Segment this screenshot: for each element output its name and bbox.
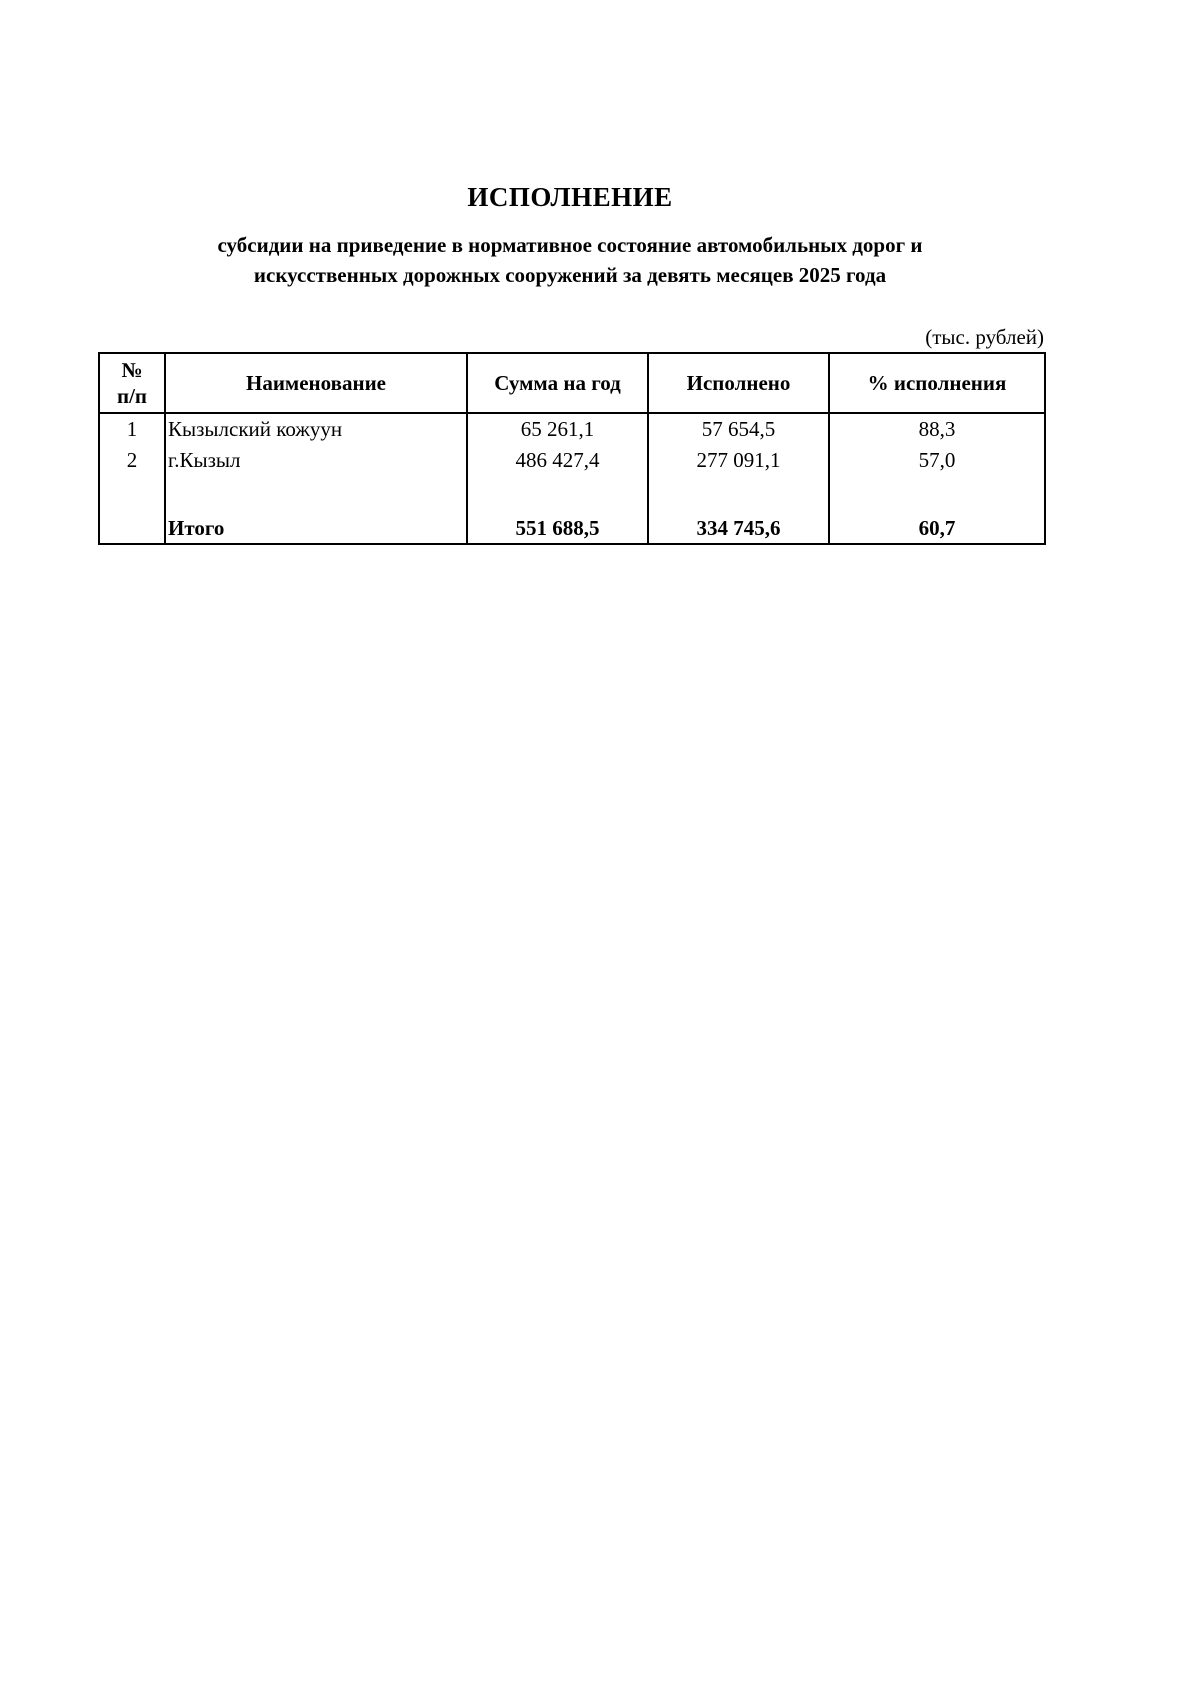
document-title: ИСПОЛНЕНИЕ — [467, 182, 673, 212]
header-executed: Исполнено — [648, 353, 829, 413]
table-header-row — [99, 353, 1045, 413]
subtitle-line-2: искусственных дорожных сооружений за девять месяцев 2025 года — [253, 263, 887, 287]
header-annual: Сумма на год — [467, 353, 648, 413]
row-num: 2 — [99, 445, 165, 476]
table-row — [99, 445, 1045, 476]
row-annual: 65 261,1 — [467, 413, 648, 445]
total-name: Итого — [165, 513, 467, 544]
row-annual: 486 427,4 — [467, 445, 648, 476]
header-num-line-2: п/п — [116, 384, 148, 408]
total-num — [99, 513, 165, 544]
total-annual: 551 688,5 — [467, 513, 648, 544]
row-percent: 88,3 — [829, 413, 1045, 445]
header-num — [99, 353, 165, 413]
document-subtitle — [0, 230, 1140, 290]
row-percent: 57,0 — [829, 445, 1045, 476]
total-percent: 60,7 — [829, 513, 1045, 544]
units-label: (тыс. рублей) — [925, 325, 1044, 349]
row-num: 1 — [99, 413, 165, 445]
table-spacer-row — [99, 476, 1045, 513]
header-percent: % исполнения — [829, 353, 1045, 413]
row-executed: 277 091,1 — [648, 445, 829, 476]
header-name: Наименование — [165, 353, 467, 413]
table-total-row — [99, 513, 1045, 544]
execution-table — [98, 352, 1046, 545]
row-executed: 57 654,5 — [648, 413, 829, 445]
subtitle-line-1: субсидии на приведение в нормативное состояние автомобильных дорог и — [217, 233, 923, 257]
table-row — [99, 413, 1045, 445]
header-num-line-1: № — [121, 358, 143, 382]
total-executed: 334 745,6 — [648, 513, 829, 544]
row-name: г.Кызыл — [165, 445, 467, 476]
row-name: Кызылский кожуун — [165, 413, 467, 445]
